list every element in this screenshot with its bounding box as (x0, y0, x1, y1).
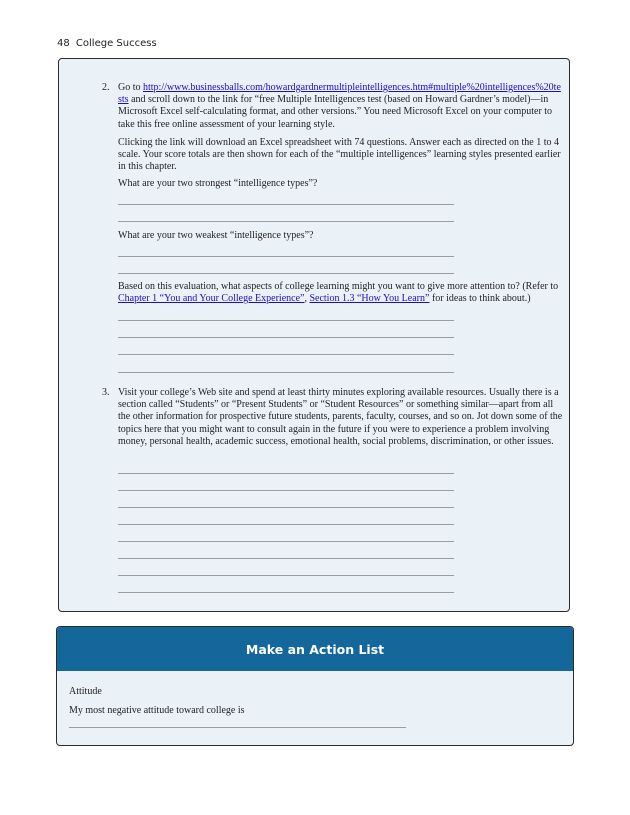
action-category: Attitude (69, 686, 102, 697)
answer-line[interactable] (118, 507, 454, 508)
running-header (57, 38, 157, 49)
action-prompt: My most negative attitude toward college is (69, 705, 245, 716)
book-title: College Success (75, 38, 157, 49)
answer-line[interactable] (118, 558, 454, 559)
answer-line[interactable] (118, 592, 454, 593)
exercise-box (58, 58, 570, 612)
answer-line[interactable] (118, 256, 454, 257)
answer-line[interactable] (118, 473, 454, 474)
answer-line[interactable] (118, 273, 454, 274)
action-list-box (56, 626, 574, 746)
item-text: Visit your college’s Web site and spend at least thirty minutes exploring available resources. Usually there is a section called “Students” or “Present Students” or “Student Resources” or something similar—apart from all the other information for prospective future students, parents, faculty, courses, and so on. Jot down some of the topics here that you might want to consult again in the future if you were to experience a problem involving money, personal health, academic success, emotional health, social problems, discrimination, or other issues. (118, 387, 563, 447)
answer-line[interactable] (118, 372, 454, 373)
item-number: 2. (102, 82, 110, 93)
answer-line[interactable] (118, 524, 454, 525)
answer-line[interactable] (118, 354, 454, 355)
answer-line[interactable] (118, 320, 454, 321)
answer-line[interactable] (118, 575, 454, 576)
action-list-title: Make an Action List (57, 627, 573, 671)
item-number: 3. (102, 387, 110, 398)
answer-line[interactable] (118, 204, 454, 205)
section13-link[interactable]: Section 1.3 “How You Learn” (309, 293, 430, 305)
answer-line[interactable] (118, 221, 454, 222)
question-weakest: What are your two weakest “intelligence types”? (118, 230, 314, 241)
page-number: 48 (57, 38, 70, 49)
answer-line[interactable] (118, 490, 454, 491)
question-strongest: What are your two strongest “intelligence types”? (118, 178, 318, 189)
question-aspects: Based on this evaluation, what aspects of college learning might you want to give more attention to? (Refer to Chapter 1 “You and Your College Experience”, Section 1.3 “How You Learn” for ideas to think about.) (118, 281, 559, 305)
item-paragraph: Clicking the link will download an Excel spreadsheet with 74 questions. Answer each as directed on the 1 to 4 scale. Your score totals are then shown for each of the “multiple intelligences” learning styles presented earlier in this chapter. (118, 136, 561, 173)
businessballs-link[interactable]: http://www.businessballs.com/howardgardnermultipleintelligences.htm#multiple%20intelligences%20tests (118, 82, 561, 106)
answer-line[interactable] (118, 337, 454, 338)
answer-line[interactable] (69, 727, 406, 728)
item-intro: Go to http://www.businessballs.com/howardgardnermultipleintelligences.htm#multiple%20intelligences%20tests and scroll down to the link for “free Multiple Intelligences test (based on Howard Gardner’s model)—in Microsoft Excel self-calculating format, and other versions.” You need Microsoft Excel on your computer to take this free online assessment of your learning style. (118, 82, 561, 130)
chapter1-link[interactable]: Chapter 1 “You and Your College Experience” (118, 293, 305, 305)
answer-line[interactable] (118, 541, 454, 542)
